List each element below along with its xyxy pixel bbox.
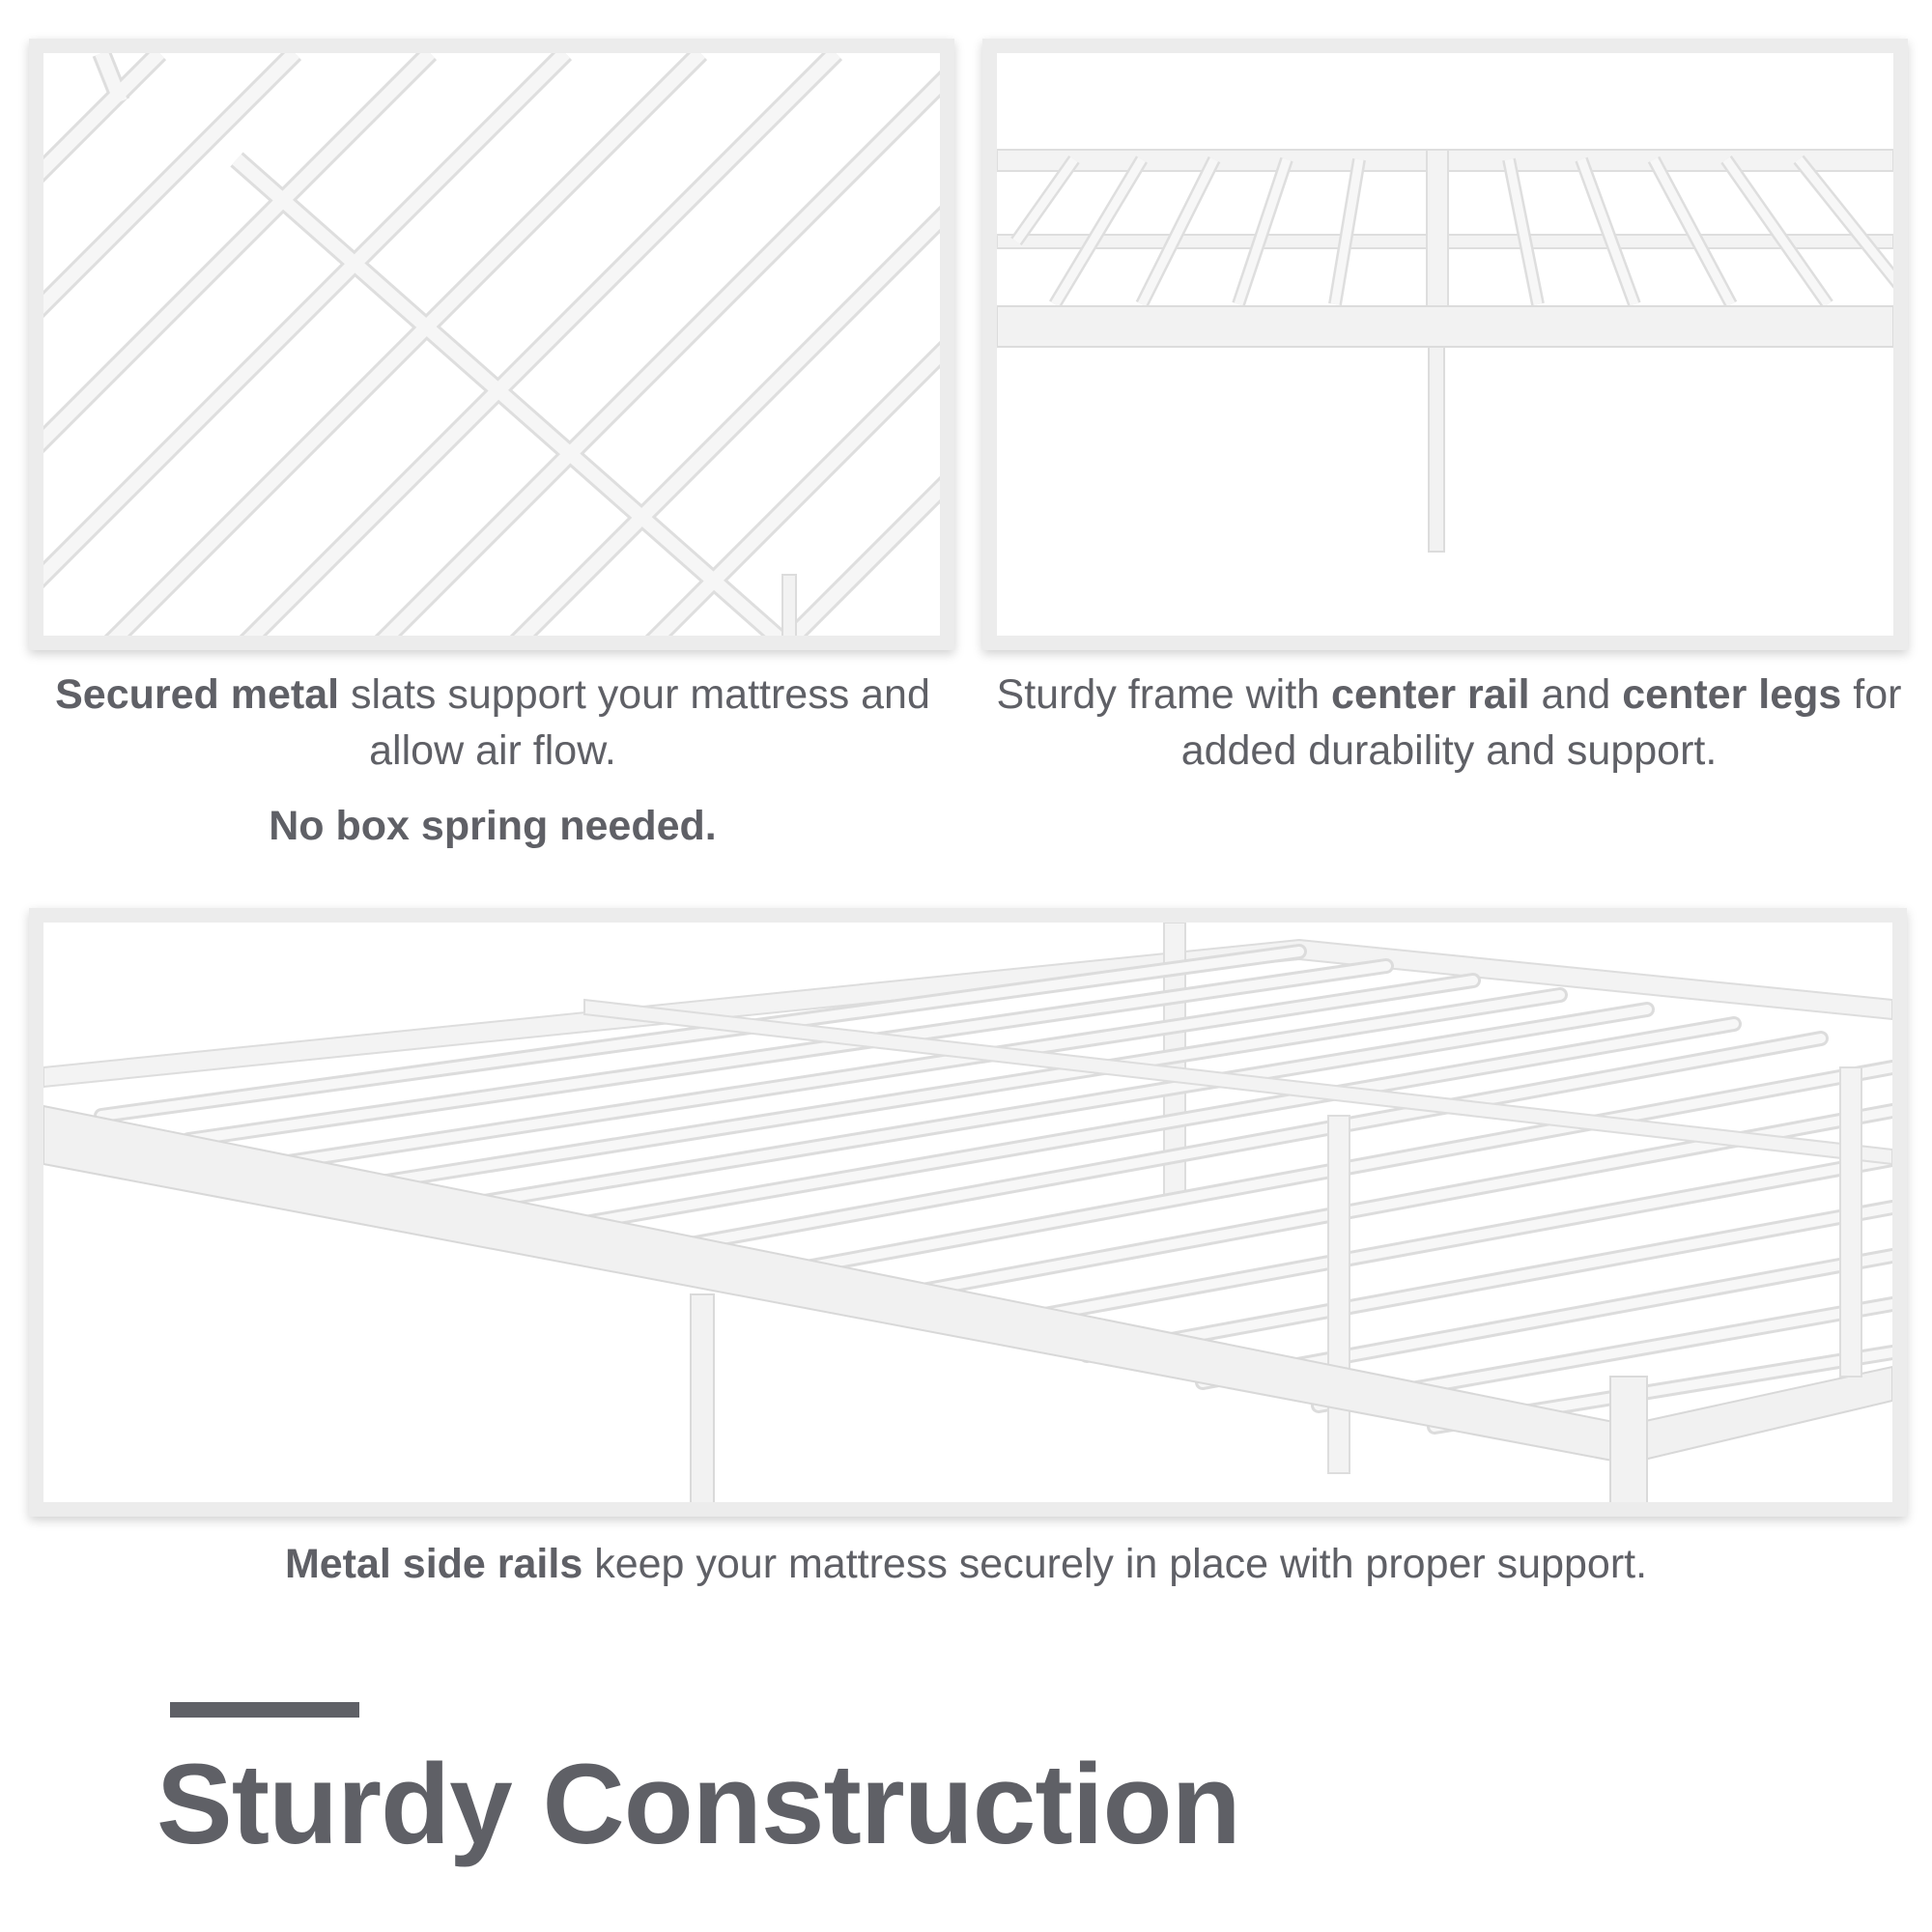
frame-caption-text-1: Sturdy frame with xyxy=(996,671,1332,718)
side-rails-caption-strong: Metal side rails xyxy=(284,1541,583,1587)
frame-caption xyxy=(976,667,1922,779)
center-rail-photo xyxy=(982,39,1908,650)
frame-caption-text-3: for added durability and support. xyxy=(1180,671,1902,774)
slats-illustration xyxy=(43,53,940,636)
no-box-spring-note: No box spring needed. xyxy=(269,803,717,849)
center-rail-illustration xyxy=(997,53,1893,636)
slats-caption xyxy=(19,667,966,779)
slats-caption-strong: Secured metal xyxy=(55,671,340,718)
frame-caption-strong-1: center rail xyxy=(1331,671,1530,718)
slats-caption-text: slats support your mattress and allow air flow. xyxy=(339,671,930,774)
frame-caption-strong-2: center legs xyxy=(1622,671,1842,718)
title-accent-bar xyxy=(170,1702,359,1718)
side-rails-illustration xyxy=(43,923,1892,1502)
page-title: Sturdy Construction xyxy=(156,1741,1240,1868)
slats-photo xyxy=(29,39,954,650)
side-rails-caption xyxy=(0,1536,1932,1592)
side-rails-caption-text: keep your mattress securely in place with proper support. xyxy=(582,1541,1648,1587)
side-rails-photo xyxy=(29,908,1907,1517)
frame-caption-text-2: and xyxy=(1529,671,1623,718)
